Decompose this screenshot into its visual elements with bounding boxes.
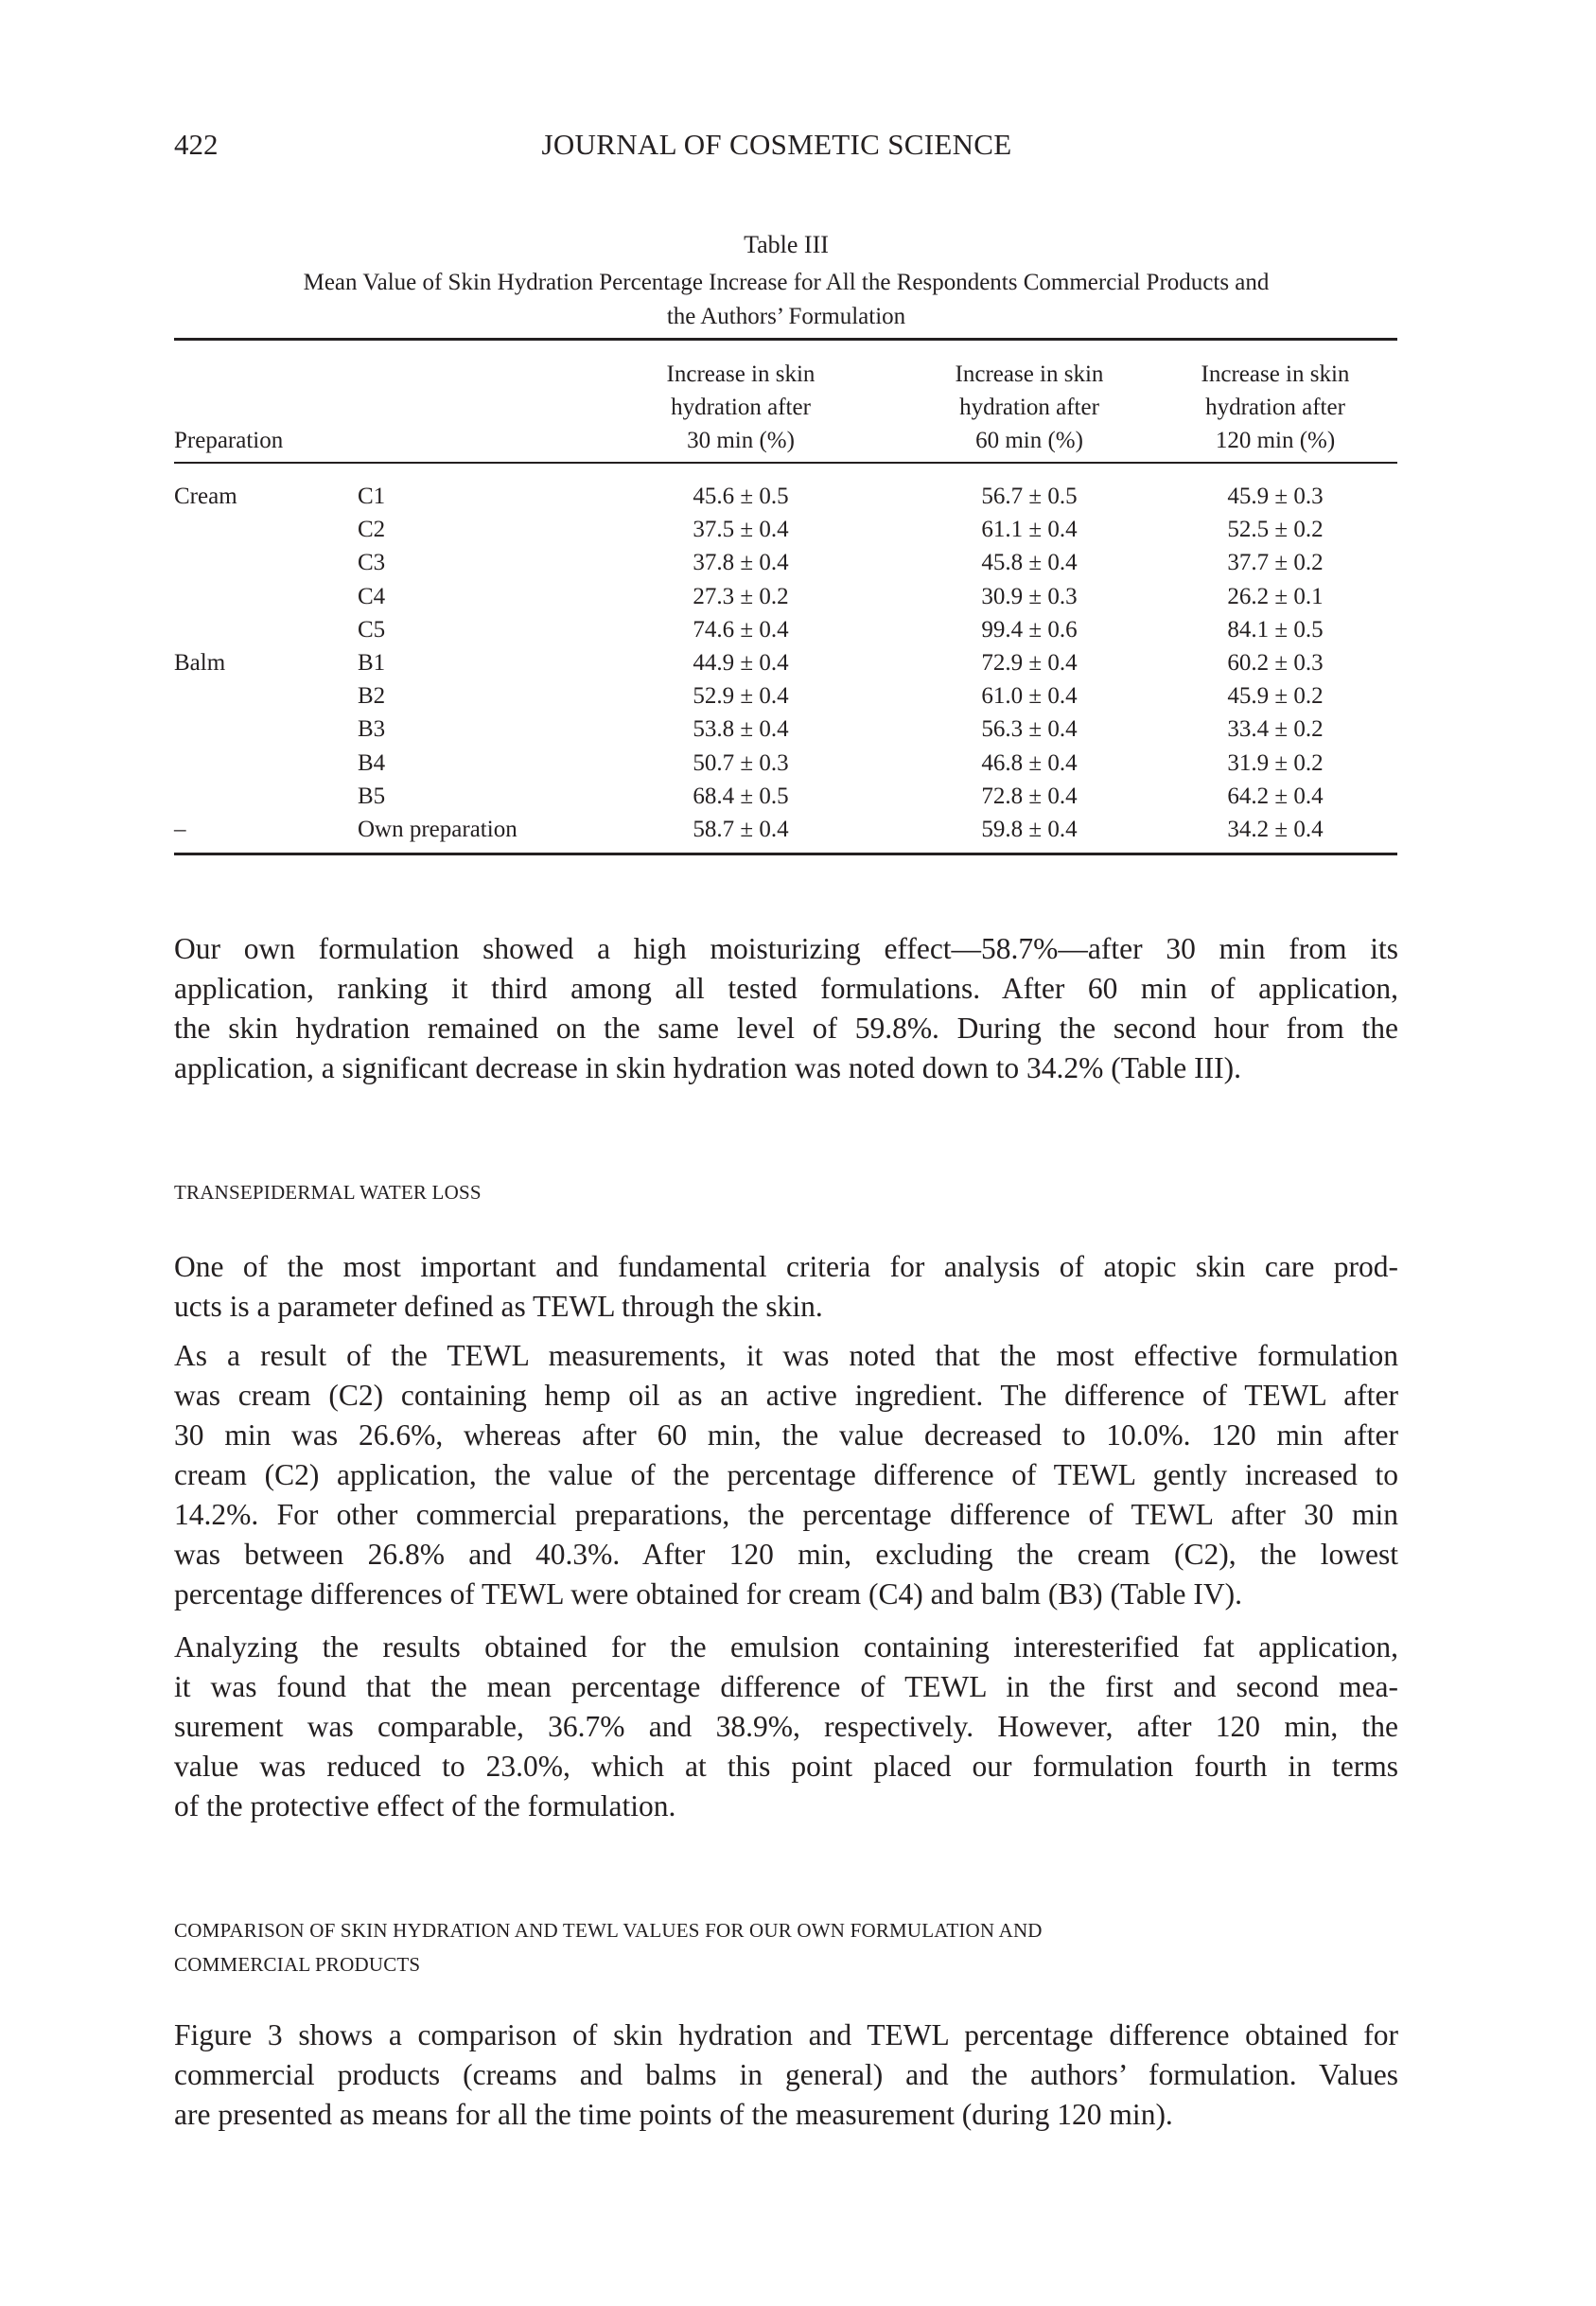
text-line: As a result of the TEWL measurements, it was noted that the most effective formulation (174, 1339, 1398, 1372)
table-top-rule (174, 338, 1397, 341)
text-line: Our own formulation showed a high moisturizing effect—58.7%—after 30 min from its (174, 932, 1398, 965)
cell-30min: 37.8 ± 0.4 (693, 550, 789, 576)
cell-120min: 37.7 ± 0.2 (1227, 550, 1324, 576)
cell-60min: 59.8 ± 0.4 (981, 817, 1078, 842)
column-header-30min (618, 358, 864, 457)
text-line: surement was comparable, 36.7% and 38.9%, respectively. However, after 120 min, the (174, 1710, 1398, 1743)
text-line: it was found that the mean percentage difference of TEWL in the first and second mea- (174, 1670, 1398, 1703)
text-line: percentage differences of TEWL were obtained for cream (C4) and balm (B3) (Table IV). (174, 1577, 1242, 1611)
cell-preparation-group: Cream (174, 484, 237, 509)
text-line: 30 min was 26.6%, whereas after 60 min, the value decreased to 10.0%. 120 min after (174, 1418, 1398, 1452)
cell-30min: 74.6 ± 0.4 (693, 616, 789, 643)
heading-line: COMMERCIAL PRODUCTS (174, 1953, 421, 1976)
column-header-120min (1152, 358, 1398, 457)
cell-preparation-code: B1 (358, 650, 386, 676)
table-bottom-rule (174, 853, 1397, 855)
text-line: application, a significant decrease in skin hydration was noted down to 34.2% (Table III). (174, 1051, 1241, 1084)
cell-30min: 37.5 ± 0.4 (693, 517, 789, 543)
cell-preparation-code: B2 (358, 683, 386, 710)
cell-120min: 33.4 ± 0.2 (1227, 716, 1324, 743)
text-line: are presented as means for all the time points of the measurement (during 120 min). (174, 2098, 1173, 2131)
cell-30min: 27.3 ± 0.2 (693, 583, 789, 609)
header-line: Increase in skin (955, 361, 1104, 387)
cell-preparation-code: C5 (358, 616, 386, 643)
cell-120min: 31.9 ± 0.2 (1227, 749, 1324, 776)
cell-120min: 52.5 ± 0.2 (1227, 517, 1324, 543)
cell-120min: 64.2 ± 0.4 (1227, 783, 1324, 809)
text-line: 14.2%. For other commercial preparations, the percentage difference of TEWL after 30 min (174, 1498, 1398, 1531)
cell-120min: 26.2 ± 0.1 (1227, 583, 1324, 609)
text-line: application, ranking it third among all tested formulations. After 60 min of application, (174, 972, 1398, 1005)
cell-30min: 44.9 ± 0.4 (693, 650, 789, 676)
text-line: cream (C2) application, the value of the percentage difference of TEWL gently increased to (174, 1458, 1398, 1491)
cell-120min: 45.9 ± 0.2 (1227, 683, 1324, 710)
cell-60min: 46.8 ± 0.4 (981, 749, 1078, 776)
header-line: 120 min (%) (1215, 428, 1336, 453)
page-number: 422 (174, 128, 219, 161)
text-line: One of the most important and fundamental criteria for analysis of atopic skin care prod- (174, 1250, 1398, 1283)
cell-30min: 68.4 ± 0.5 (693, 783, 789, 809)
table-header-rule (174, 462, 1397, 464)
text-line: of the protective effect of the formulation. (174, 1789, 676, 1822)
cell-60min: 30.9 ± 0.3 (981, 583, 1078, 609)
header-line: Increase in skin (666, 361, 816, 387)
header-line: Increase in skin (1201, 361, 1350, 387)
cell-30min: 52.9 ± 0.4 (693, 683, 789, 710)
cell-60min: 61.0 ± 0.4 (981, 683, 1078, 710)
header-line: hydration after (671, 395, 811, 420)
cell-120min: 34.2 ± 0.4 (1227, 817, 1324, 842)
header-line: 60 min (%) (975, 428, 1083, 453)
cell-60min: 72.9 ± 0.4 (981, 650, 1078, 676)
text-line: value was reduced to 23.0%, which at this point placed our formulation fourth in terms (174, 1750, 1398, 1783)
cell-60min: 56.7 ± 0.5 (981, 484, 1078, 509)
cell-60min: 72.8 ± 0.4 (981, 783, 1078, 809)
text-line: commercial products (creams and balms in general) and the authors’ formulation. Values (174, 2058, 1398, 2091)
cell-120min: 60.2 ± 0.3 (1227, 650, 1324, 676)
paragraph-tewl-intro (174, 1247, 1398, 1327)
cell-30min: 50.7 ± 0.3 (693, 749, 789, 776)
cell-30min: 53.8 ± 0.4 (693, 716, 789, 743)
cell-120min: 45.9 ± 0.3 (1227, 484, 1324, 509)
table-caption-line: Mean Value of Skin Hydration Percentage Increase for All the Respondents Commercial Products and (303, 270, 1270, 295)
cell-preparation-code: B3 (358, 716, 386, 743)
header-line: hydration after (959, 395, 1099, 420)
cell-preparation-code: C1 (358, 484, 386, 509)
heading-line: COMPARISON OF SKIN HYDRATION AND TEWL VALUES FOR OUR OWN FORMULATION AND (174, 1919, 1043, 1942)
text-line: was between 26.8% and 40.3%. After 120 min, excluding the cream (C2), the lowest (174, 1538, 1398, 1571)
table-caption-line: the Authors’ Formulation (666, 304, 906, 329)
cell-preparation-code: C4 (358, 583, 386, 609)
header-line: hydration after (1205, 395, 1345, 420)
cell-preparation-code: C2 (358, 517, 386, 543)
text-line: Figure 3 shows a comparison of skin hydration and TEWL percentage difference obtained for (174, 2018, 1398, 2051)
cell-preparation-group: – (174, 817, 186, 842)
cell-60min: 99.4 ± 0.6 (981, 616, 1078, 643)
cell-preparation-code: B5 (358, 783, 386, 809)
paragraph-figure3-description (174, 2016, 1398, 2135)
journal-title: JOURNAL OF COSMETIC SCIENCE (541, 128, 1012, 161)
paragraph-tewl-results (174, 1336, 1398, 1614)
column-header-60min (906, 358, 1152, 457)
cell-preparation-code: B4 (358, 749, 386, 776)
section-heading-tewl: TRANSEPIDERMAL WATER LOSS (174, 1181, 482, 1204)
cell-preparation-code: Own preparation (358, 817, 517, 842)
cell-30min: 45.6 ± 0.5 (693, 484, 789, 509)
cell-60min: 61.1 ± 0.4 (981, 517, 1078, 543)
text-line: the skin hydration remained on the same level of 59.8%. During the second hour from the (174, 1012, 1398, 1045)
paragraph-hydration-results (174, 929, 1398, 1088)
cell-120min: 84.1 ± 0.5 (1227, 616, 1324, 643)
text-line: ucts is a parameter defined as TEWL through the skin. (174, 1290, 823, 1323)
text-line: was cream (C2) containing hemp oil as an active ingredient. The difference of TEWL after (174, 1379, 1398, 1412)
section-heading-comparison (174, 1913, 1398, 1981)
table-title: Table III (744, 231, 829, 258)
cell-60min: 45.8 ± 0.4 (981, 550, 1078, 576)
cell-30min: 58.7 ± 0.4 (693, 817, 789, 842)
table-caption (174, 266, 1398, 334)
cell-60min: 56.3 ± 0.4 (981, 716, 1078, 743)
running-head (174, 128, 1398, 169)
text-line: Analyzing the results obtained for the emulsion containing interesterified fat application, (174, 1630, 1398, 1663)
cell-preparation-group: Balm (174, 650, 226, 676)
header-line: 30 min (%) (687, 428, 795, 453)
paragraph-emulsion-analysis (174, 1628, 1398, 1826)
column-header-preparation: Preparation (174, 428, 284, 453)
cell-preparation-code: C3 (358, 550, 386, 576)
